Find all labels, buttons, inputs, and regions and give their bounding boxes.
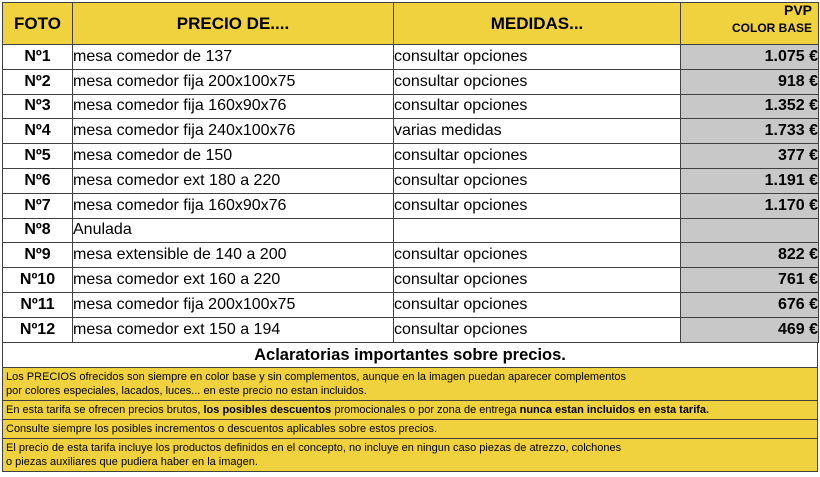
- table-row: [3, 144, 819, 169]
- row-price: 1.170 €: [681, 193, 819, 218]
- row-number: Nº12: [3, 317, 73, 342]
- row-medidas: consultar opciones: [394, 94, 681, 119]
- row-description: mesa comedor fija 240x100x76: [73, 119, 394, 144]
- row-price: 676 €: [681, 292, 819, 317]
- table-row: [3, 69, 819, 94]
- row-price: 1.075 €: [681, 45, 819, 70]
- row-number: Nº4: [3, 119, 73, 144]
- row-price: 918 €: [681, 69, 819, 94]
- note-descuentos: [3, 401, 817, 420]
- table-row: [3, 218, 819, 243]
- row-number: Nº2: [3, 69, 73, 94]
- header-medidas: MEDIDAS...: [394, 3, 681, 45]
- row-description: mesa comedor fija 160x90x76: [73, 193, 394, 218]
- row-number: Nº3: [3, 94, 73, 119]
- header-precio: PRECIO DE....: [73, 3, 394, 45]
- note-descuentos-a: En esta tarifa se ofrecen precios brutos,: [6, 403, 204, 416]
- row-description: mesa comedor de 137: [73, 45, 394, 70]
- row-price: 1.352 €: [681, 94, 819, 119]
- table-row: [3, 317, 819, 342]
- row-price: 377 €: [681, 144, 819, 169]
- row-number: Nº1: [3, 45, 73, 70]
- row-description: mesa comedor de 150: [73, 144, 394, 169]
- row-medidas: consultar opciones: [394, 268, 681, 293]
- row-price: 1.733 €: [681, 119, 819, 144]
- row-number: Nº9: [3, 243, 73, 268]
- note-descuentos-c: promocionales o por zona de entrega: [331, 403, 520, 416]
- table-row: [3, 292, 819, 317]
- row-medidas: consultar opciones: [394, 193, 681, 218]
- row-description: mesa comedor fija 200x100x75: [73, 69, 394, 94]
- row-description: mesa comedor ext 160 a 220: [73, 268, 394, 293]
- row-price: 761 €: [681, 268, 819, 293]
- header-pvp: [681, 3, 819, 45]
- header-pvp-label: PVP: [783, 2, 812, 18]
- aclaratorias-title: Aclaratorias importantes sobre precios.: [2, 343, 818, 367]
- price-table: [2, 2, 819, 343]
- row-medidas: consultar opciones: [394, 168, 681, 193]
- table-row: [3, 193, 819, 218]
- row-price: 822 €: [681, 243, 819, 268]
- table-row: [3, 45, 819, 70]
- note-descuentos-b: los posibles descuentos: [203, 403, 332, 416]
- row-price: 469 €: [681, 317, 819, 342]
- table-row: [3, 119, 819, 144]
- table-row: [3, 94, 819, 119]
- table-body: [3, 45, 819, 343]
- row-description: mesa comedor ext 150 a 194: [73, 317, 394, 342]
- row-number: Nº11: [3, 292, 73, 317]
- header-row: [3, 3, 819, 45]
- table-row: [3, 243, 819, 268]
- row-number: Nº6: [3, 168, 73, 193]
- row-medidas: consultar opciones: [394, 45, 681, 70]
- note-precios-line1: Los PRECIOS ofrecidos son siempre en color base y sin complementos, aunque en la imagen puedan aparecer complementos: [6, 370, 627, 383]
- notes-box: [2, 367, 818, 472]
- row-number: Nº7: [3, 193, 73, 218]
- row-number: Nº8: [3, 218, 73, 243]
- header-color-base: COLOR BASE: [731, 21, 812, 35]
- row-medidas: consultar opciones: [394, 292, 681, 317]
- row-medidas: consultar opciones: [394, 69, 681, 94]
- header-foto: FOTO: [3, 3, 73, 45]
- note-incluye-line1: El precio de esta tarifa incluye los productos definidos en el concepto, no incluye en ningun caso piezas de atrezzo, colchones: [6, 441, 622, 454]
- note-descuentos-d: nunca estan incluidos en esta tarifa.: [519, 403, 710, 416]
- row-description: mesa comedor fija 160x90x76: [73, 94, 394, 119]
- note-precios-line2: por colores especiales, lacados, luces... en este precio no estan incluidos.: [6, 384, 367, 397]
- row-number: Nº5: [3, 144, 73, 169]
- row-medidas: [394, 218, 681, 243]
- row-description: Anulada: [73, 218, 394, 243]
- row-description: mesa extensible de 140 a 200: [73, 243, 394, 268]
- row-description: mesa comedor fija 200x100x75: [73, 292, 394, 317]
- note-consulte: Consulte siempre los posibles incrementos o descuentos aplicables sobre estos precios.: [3, 420, 817, 439]
- row-medidas: consultar opciones: [394, 243, 681, 268]
- row-medidas: consultar opciones: [394, 317, 681, 342]
- row-price: 1.191 €: [681, 168, 819, 193]
- row-description: mesa comedor ext 180 a 220: [73, 168, 394, 193]
- note-precios: [3, 368, 817, 401]
- row-medidas: consultar opciones: [394, 144, 681, 169]
- note-incluye-line2: o piezas auxiliares que pudiera haber en la imagen.: [6, 455, 258, 468]
- price-sheet: [2, 2, 818, 472]
- note-incluye: [3, 439, 817, 471]
- row-price: [681, 218, 819, 243]
- table-row: [3, 268, 819, 293]
- row-medidas: varias medidas: [394, 119, 681, 144]
- row-number: Nº10: [3, 268, 73, 293]
- table-row: [3, 168, 819, 193]
